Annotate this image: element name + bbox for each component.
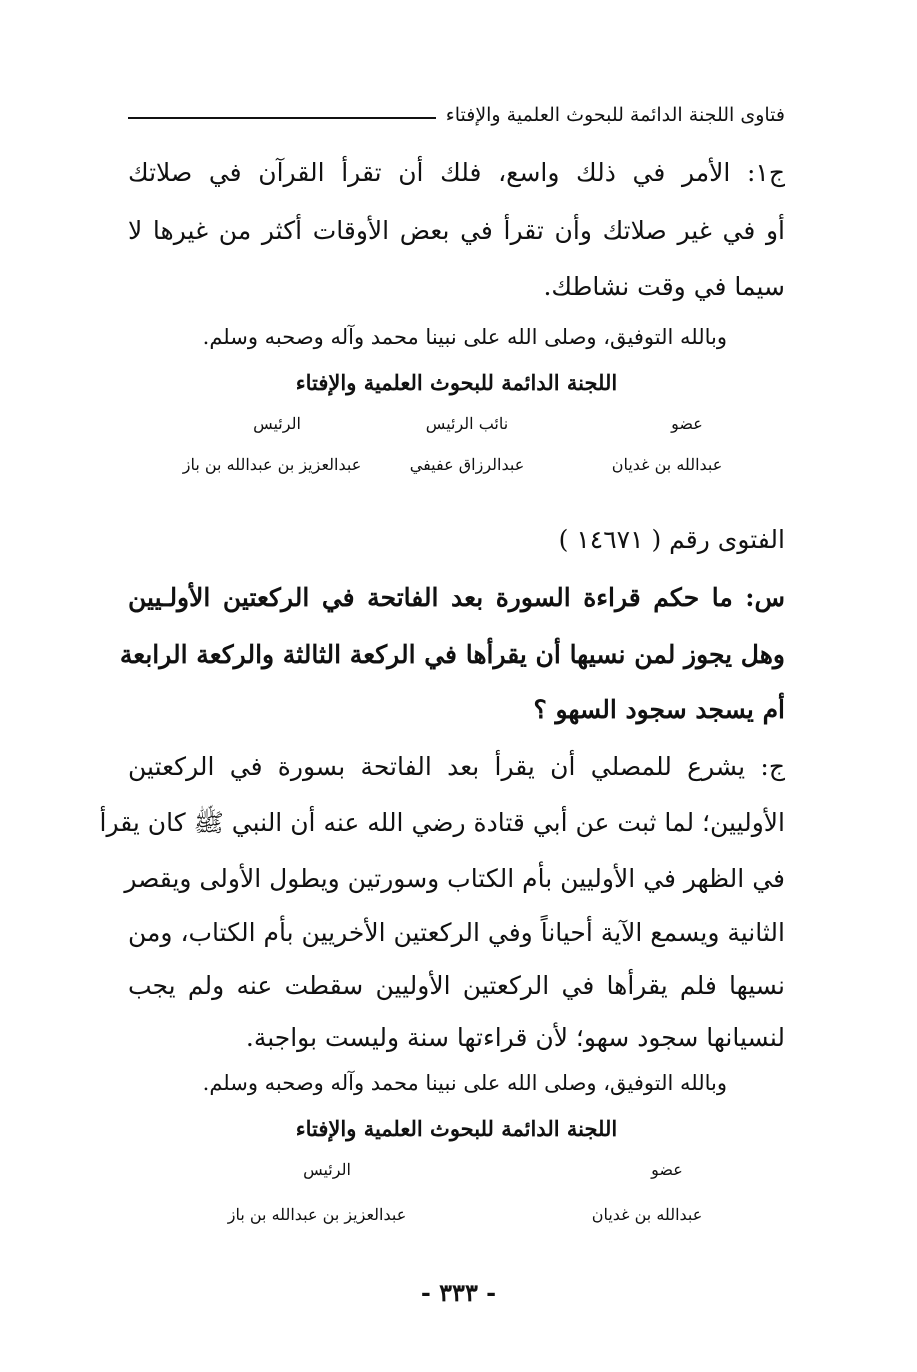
answer2-line-4: الثانية ويسمع الآية أحياناً وفي الركعتين الأخريين بأم الكتاب، ومن	[128, 918, 785, 947]
committee2-name-member: عبدالله بن غديان	[591, 1205, 703, 1224]
committee1-name-member: عبدالله بن غديان	[611, 455, 723, 474]
committee2-role-president: الرئيس	[303, 1160, 351, 1179]
answer2-line-6: لنسيانها سجود سهو؛ لأن قراءتها سنة وليست بواجبة.	[245, 1023, 785, 1052]
page-number: - ٣٣٣ -	[420, 1278, 497, 1307]
committee1-title: اللجنة الدائمة للبحوث العلمية والإفتاء	[295, 370, 618, 395]
committee2-name-president: عبدالعزيز بن عبدالله بن باز	[227, 1205, 407, 1224]
question-line-2: وهل يجوز لمن نسيها أن يقرأها في الركعة الثالثة والركعة الرابعة	[119, 640, 785, 669]
answer2-line-2: الأوليين؛ لما ثبت عن أبي قتادة رضي الله عنه أن النبي ﷺ كان يقرأ	[99, 808, 785, 837]
question-line-3: أم يسجد سجود السهو ؟	[533, 695, 785, 724]
committee2-title: اللجنة الدائمة للبحوث العلمية والإفتاء	[295, 1116, 618, 1141]
committee1-role-deputy: نائب الرئيس	[425, 414, 509, 433]
committee1-name-deputy: عبدالرزاق عفيفي	[409, 455, 525, 474]
header-title: فتاوى اللجنة الدائمة للبحوث العلمية والإفتاء	[445, 104, 785, 126]
fatwa-number: الفتوى رقم ( ١٤٦٧١ )	[558, 525, 785, 554]
running-header	[128, 98, 785, 132]
answer2-line-5: نسيها فلم يقرأها في الركعتين الأوليين سقطت عنه ولم يجب	[128, 971, 785, 1000]
answer2-line-1: ج: يشرع للمصلي أن يقرأ بعد الفاتحة بسورة في الركعتين	[128, 752, 785, 781]
answer1-line-1: ج١: الأمر في ذلك واسع، فلك أن تقرأ القرآن في صلاتك	[128, 158, 785, 187]
question-line-1: س: ما حكم قراءة السورة بعد الفاتحة في الركعتين الأولـيين	[128, 583, 785, 612]
answer2-closing: وبالله التوفيق، وصلى الله على نبينا محمد وآله وصحبه وسلم.	[202, 1071, 727, 1095]
committee1-role-president: الرئيس	[253, 414, 301, 433]
committee1-name-president: عبدالعزيز بن عبدالله بن باز	[182, 455, 362, 474]
committee1-role-member: عضو	[671, 414, 703, 433]
committee2-role-member: عضو	[651, 1160, 683, 1179]
header-rule	[128, 117, 436, 119]
answer1-closing: وبالله التوفيق، وصلى الله على نبينا محمد وآله وصحبه وسلم.	[202, 325, 727, 349]
answer1-line-3: سيما في وقت نشاطك.	[543, 272, 785, 301]
answer1-line-2: أو في غير صلاتك وأن تقرأ في بعض الأوقات أكثر من غيرها لا	[128, 216, 785, 245]
answer2-line-3: في الظهر في الأوليين بأم الكتاب وسورتين ويطول الأولى ويقصر	[124, 864, 785, 893]
